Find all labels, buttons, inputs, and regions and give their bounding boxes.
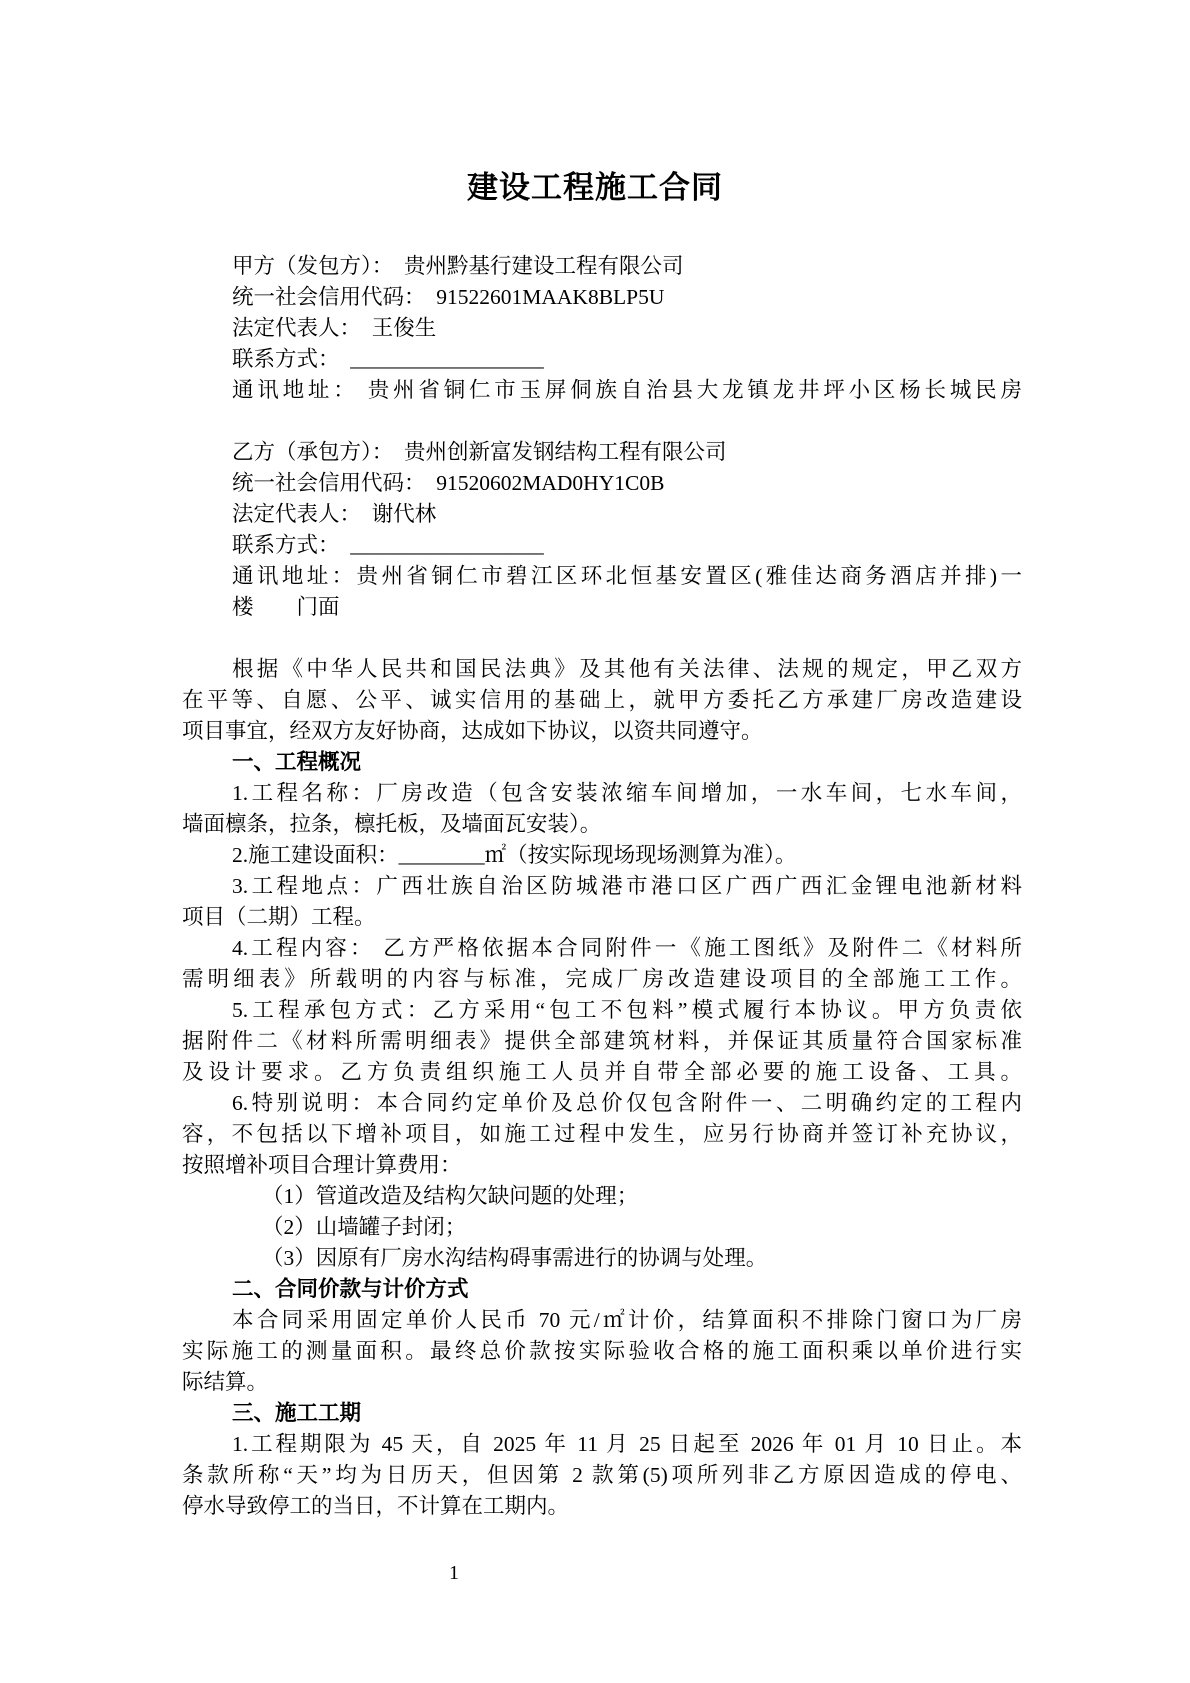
overview-item-5-line-1: 5.工程承包方式：乙方采用“包工不包料”模式履行本协议。甲方负责依 <box>232 998 1022 1022</box>
party-a-address-line: 通讯地址： 贵州省铜仁市玉屏侗族自治县大龙镇龙井坪小区杨长城民房 <box>232 378 1022 402</box>
blank-line-spacer <box>182 623 1022 654</box>
overview-item-5-line-3: 及设计要求。乙方负责组织施工人员并自带全部必要的施工设备、工具。 <box>182 1060 1022 1084</box>
price-line-2: 实际施工的测量面积。最终总价款按实际验收合格的施工面积乘以单价进行实 <box>182 1339 1022 1363</box>
preamble-line-3: 项目事宜，经双方友好协商，达成如下协议，以资共同遵守。 <box>182 719 763 743</box>
blank-line-spacer <box>182 406 1022 437</box>
overview-item-6-line-1: 6.特别说明：本合同约定单价及总价仅包含附件一、二明确约定的工程内 <box>232 1091 1022 1115</box>
overview-sub-item-1: （1）管道改造及结构欠缺问题的处理； <box>262 1184 639 1208</box>
section-schedule-heading: 三、施工工期 <box>232 1401 362 1425</box>
overview-item-5-line-2: 据附件二《材料所需明细表》提供全部建筑材料，并保证其质量符合国家标准 <box>182 1029 1022 1053</box>
section-price-heading: 二、合同价款与计价方式 <box>232 1277 469 1301</box>
party-b-legal-rep-line: 法定代表人： 谢代林 <box>232 502 437 526</box>
overview-item-3-line-1: 3.工程地点：广西壮族自治区防城港市港口区广西广西汇金锂电池新材料 <box>232 874 1022 898</box>
party-a-credit-code-line: 统一社会信用代码： 91522601MAAK8BLP5U <box>232 285 665 309</box>
schedule-line-1: 1.工程期限为 45 天，自 2025 年 11 月 25 日起至 2026 年 01 月 10 日止。本 <box>232 1432 1022 1456</box>
schedule-line-3: 停水导致停工的当日，不计算在工期内。 <box>182 1494 570 1518</box>
overview-item-2-line-1: 2.施工建设面积：________㎡（按实际现场现场测算为准）。 <box>232 843 797 867</box>
document-title: 建设工程施工合同 <box>467 170 723 205</box>
overview-item-4-line-2: 需明细表》所载明的内容与标准，完成厂房改造建设项目的全部施工工作。 <box>182 967 1022 991</box>
party-b-role-line: 乙方（承包方）： 贵州创新富发钢结构工程有限公司 <box>232 440 727 464</box>
section-overview-heading: 一、工程概况 <box>232 750 362 774</box>
price-line-3: 际结算。 <box>182 1370 269 1394</box>
party-a-legal-rep-line: 法定代表人： 王俊生 <box>232 316 437 340</box>
schedule-line-2: 条款所称“天”均为日历天，但因第 2 款第(5)项所列非乙方原因造成的停电、 <box>182 1463 1022 1487</box>
party-b-contact-line: 联系方式： __________________ <box>232 533 544 557</box>
overview-item-1-line-2: 墙面檩条，拉条，檩托板，及墙面瓦安装）。 <box>182 812 602 836</box>
overview-item-4-line-1: 4.工程内容： 乙方严格依据本合同附件一《施工图纸》及附件二《材料所 <box>232 936 1022 960</box>
overview-item-6-line-2: 容，不包括以下增补项目，如施工过程中发生，应另行协商并签订补充协议， <box>182 1122 1022 1146</box>
overview-sub-item-2: （2）山墙罐子封闭； <box>262 1215 467 1239</box>
overview-item-6-line-3: 按照增补项目合理计算费用： <box>182 1153 462 1177</box>
overview-item-1-line-1: 1.工程名称：厂房改造（包含安装浓缩车间增加，一水车间，七水车间， <box>232 781 1022 805</box>
preamble-line-1: 根据《中华人民共和国民法典》及其他有关法律、法规的规定，甲乙双方 <box>232 657 1022 681</box>
party-b-address-line-2: 楼 门面 <box>232 595 340 619</box>
party-a-contact-line: 联系方式： __________________ <box>232 347 544 371</box>
party-b-credit-code-line: 统一社会信用代码： 91520602MAD0HY1C0B <box>232 471 665 495</box>
page-number: 1 <box>449 1562 459 1584</box>
party-b-address-line-1: 通讯地址：贵州省铜仁市碧江区环北恒基安置区(雅佳达商务酒店并排)一 <box>232 564 1022 588</box>
document-body <box>182 251 1022 1522</box>
preamble-line-2: 在平等、自愿、公平、诚实信用的基础上，就甲方委托乙方承建厂房改造建设 <box>182 688 1022 712</box>
overview-sub-item-3: （3）因原有厂房水沟结构碍事需进行的协调与处理。 <box>262 1246 768 1270</box>
party-a-role-line: 甲方（发包方）： 贵州黔基行建设工程有限公司 <box>232 254 684 278</box>
price-line-1: 本合同采用固定单价人民币 70 元/㎡计价，结算面积不排除门窗口为厂房 <box>232 1308 1022 1332</box>
overview-item-3-line-2: 项目（二期）工程。 <box>182 905 376 929</box>
